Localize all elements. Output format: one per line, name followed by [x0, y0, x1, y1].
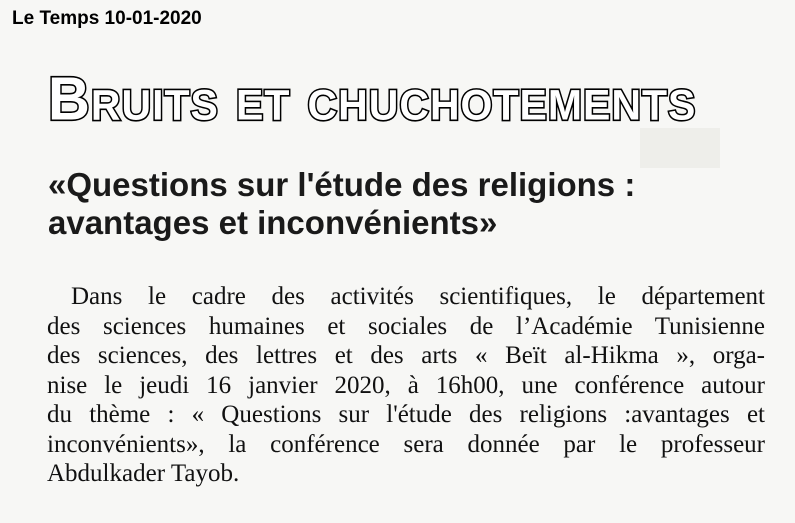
article-headline [48, 166, 748, 242]
article-body [47, 282, 765, 489]
source-date: Le Temps 10-01-2020 [12, 8, 202, 29]
headline-line: avantages et inconvénients» [48, 204, 498, 241]
body-line: des sciences humaines et sociales de l’Académie Tunisienne [47, 312, 765, 340]
rubric-title: Bruits et chuchotements [48, 65, 697, 134]
body-line: du thème : « Questions sur l'étude des religions :avantages et [47, 401, 765, 428]
body-line: inconvénients», la conférence sera donnée par le professeur [47, 430, 765, 458]
body-line: Abdulkader Tayob. [47, 460, 240, 487]
body-line: des sciences, des lettres et des arts « Beït al-Hikma », orga- [47, 342, 765, 369]
body-line: Dans le cadre des activités scientifiques, le département [71, 283, 765, 310]
headline-line: «Questions sur l'étude des religions : [48, 166, 636, 203]
body-line: nise le jeudi 16 janvier 2020, à 16h00, une conférence autour [47, 371, 765, 399]
